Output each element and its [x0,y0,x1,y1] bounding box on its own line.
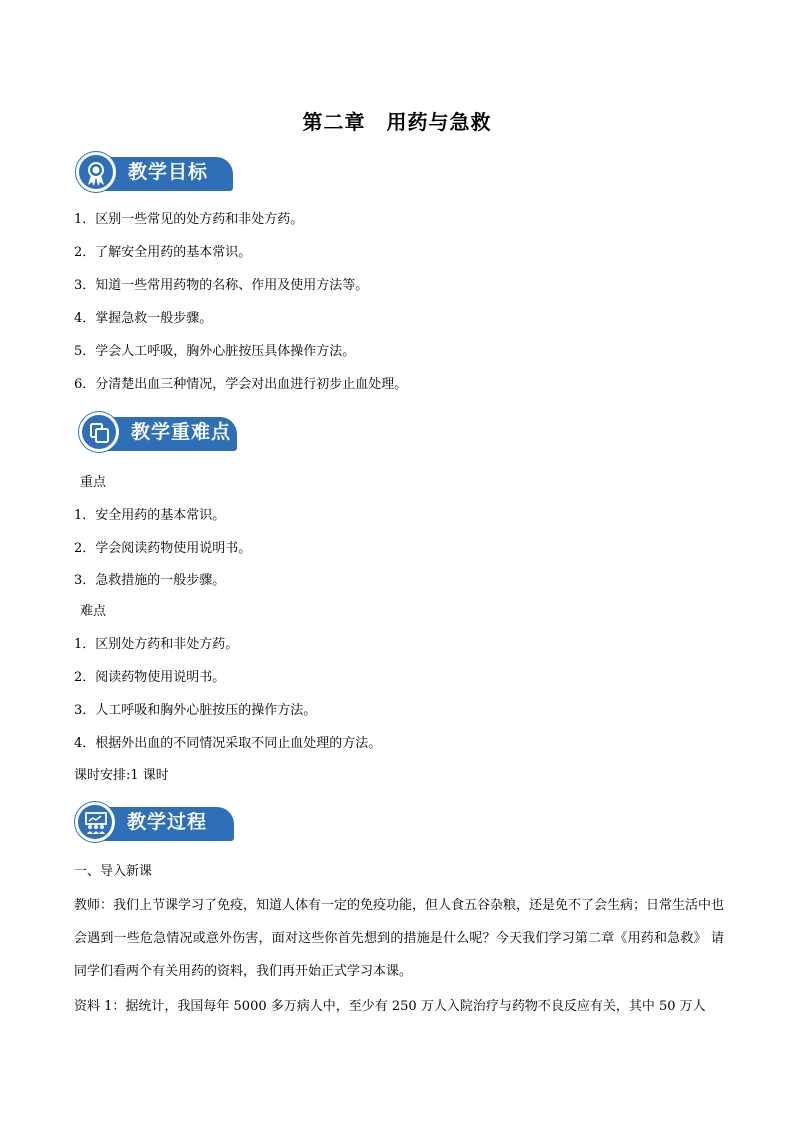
page-title: 第二章 用药与急救 [302,110,492,134]
list-item: 1．区别处方药和非处方药。 [74,637,239,652]
section-banner-keypoints [79,412,239,452]
list-item: 4．根据外出血的不同情况采取不同止血处理的方法。 [74,736,382,751]
presentation-people-icon [75,802,115,842]
documents-icon [79,412,119,452]
list-item: 1．区别一些常见的处方药和非处方药。 [74,212,304,227]
list-item: 2．学会阅读药物使用说明书。 [74,541,252,556]
section-heading: 教学重难点 [131,421,232,443]
section-banner-objectives [76,152,236,192]
key-points-label: 重点 [80,475,107,490]
list-item: 3．知道一些常用药物的名称、作用及使用方法等。 [74,278,369,293]
schedule-text: 课时安排:1 课时 [74,768,169,783]
list-item: 2．了解安全用药的基本常识。 [74,245,252,260]
list-item: 3．人工呼吸和胸外心脏按压的操作方法。 [74,703,317,718]
list-item: 4．掌握急救一般步骤。 [74,311,213,326]
award-ribbon-icon [76,152,116,192]
section-heading: 教学过程 [127,811,208,833]
list-item: 5．学会人工呼吸，胸外心脏按压具体操作方法。 [74,344,356,359]
material-paragraph: 资料 1：据统计，我国每年 5000 多万病人中，至少有 250 万人入院治疗与药物不良反应有关，其中 50 万人 [74,999,706,1014]
list-item: 1．安全用药的基本常识。 [74,508,226,523]
difficult-points-label: 难点 [80,604,107,619]
list-item: 2．阅读药物使用说明书。 [74,670,226,685]
intro-paragraph: 教师：我们上节课学习了免疫，知道人体有一定的免疫功能，但人食五谷杂粮，还是免不了会生病；日常生活中也会遇到一些危急情况或意外伤害，面对这些你首先想到的措施是什么呢？今天我们学习第二章《用药和急救》 请同学们看两个有关用药的资料，我们再开始正式学习本课。 [74,898,725,979]
section-heading: 教学目标 [128,161,209,183]
section-subheading: 一、导入新课 [74,864,153,879]
section-banner-process [75,802,235,842]
list-item: 3．急救措施的一般步骤。 [74,573,226,588]
list-item: 6．分清楚出血三种情况，学会对出血进行初步止血处理。 [74,377,408,392]
